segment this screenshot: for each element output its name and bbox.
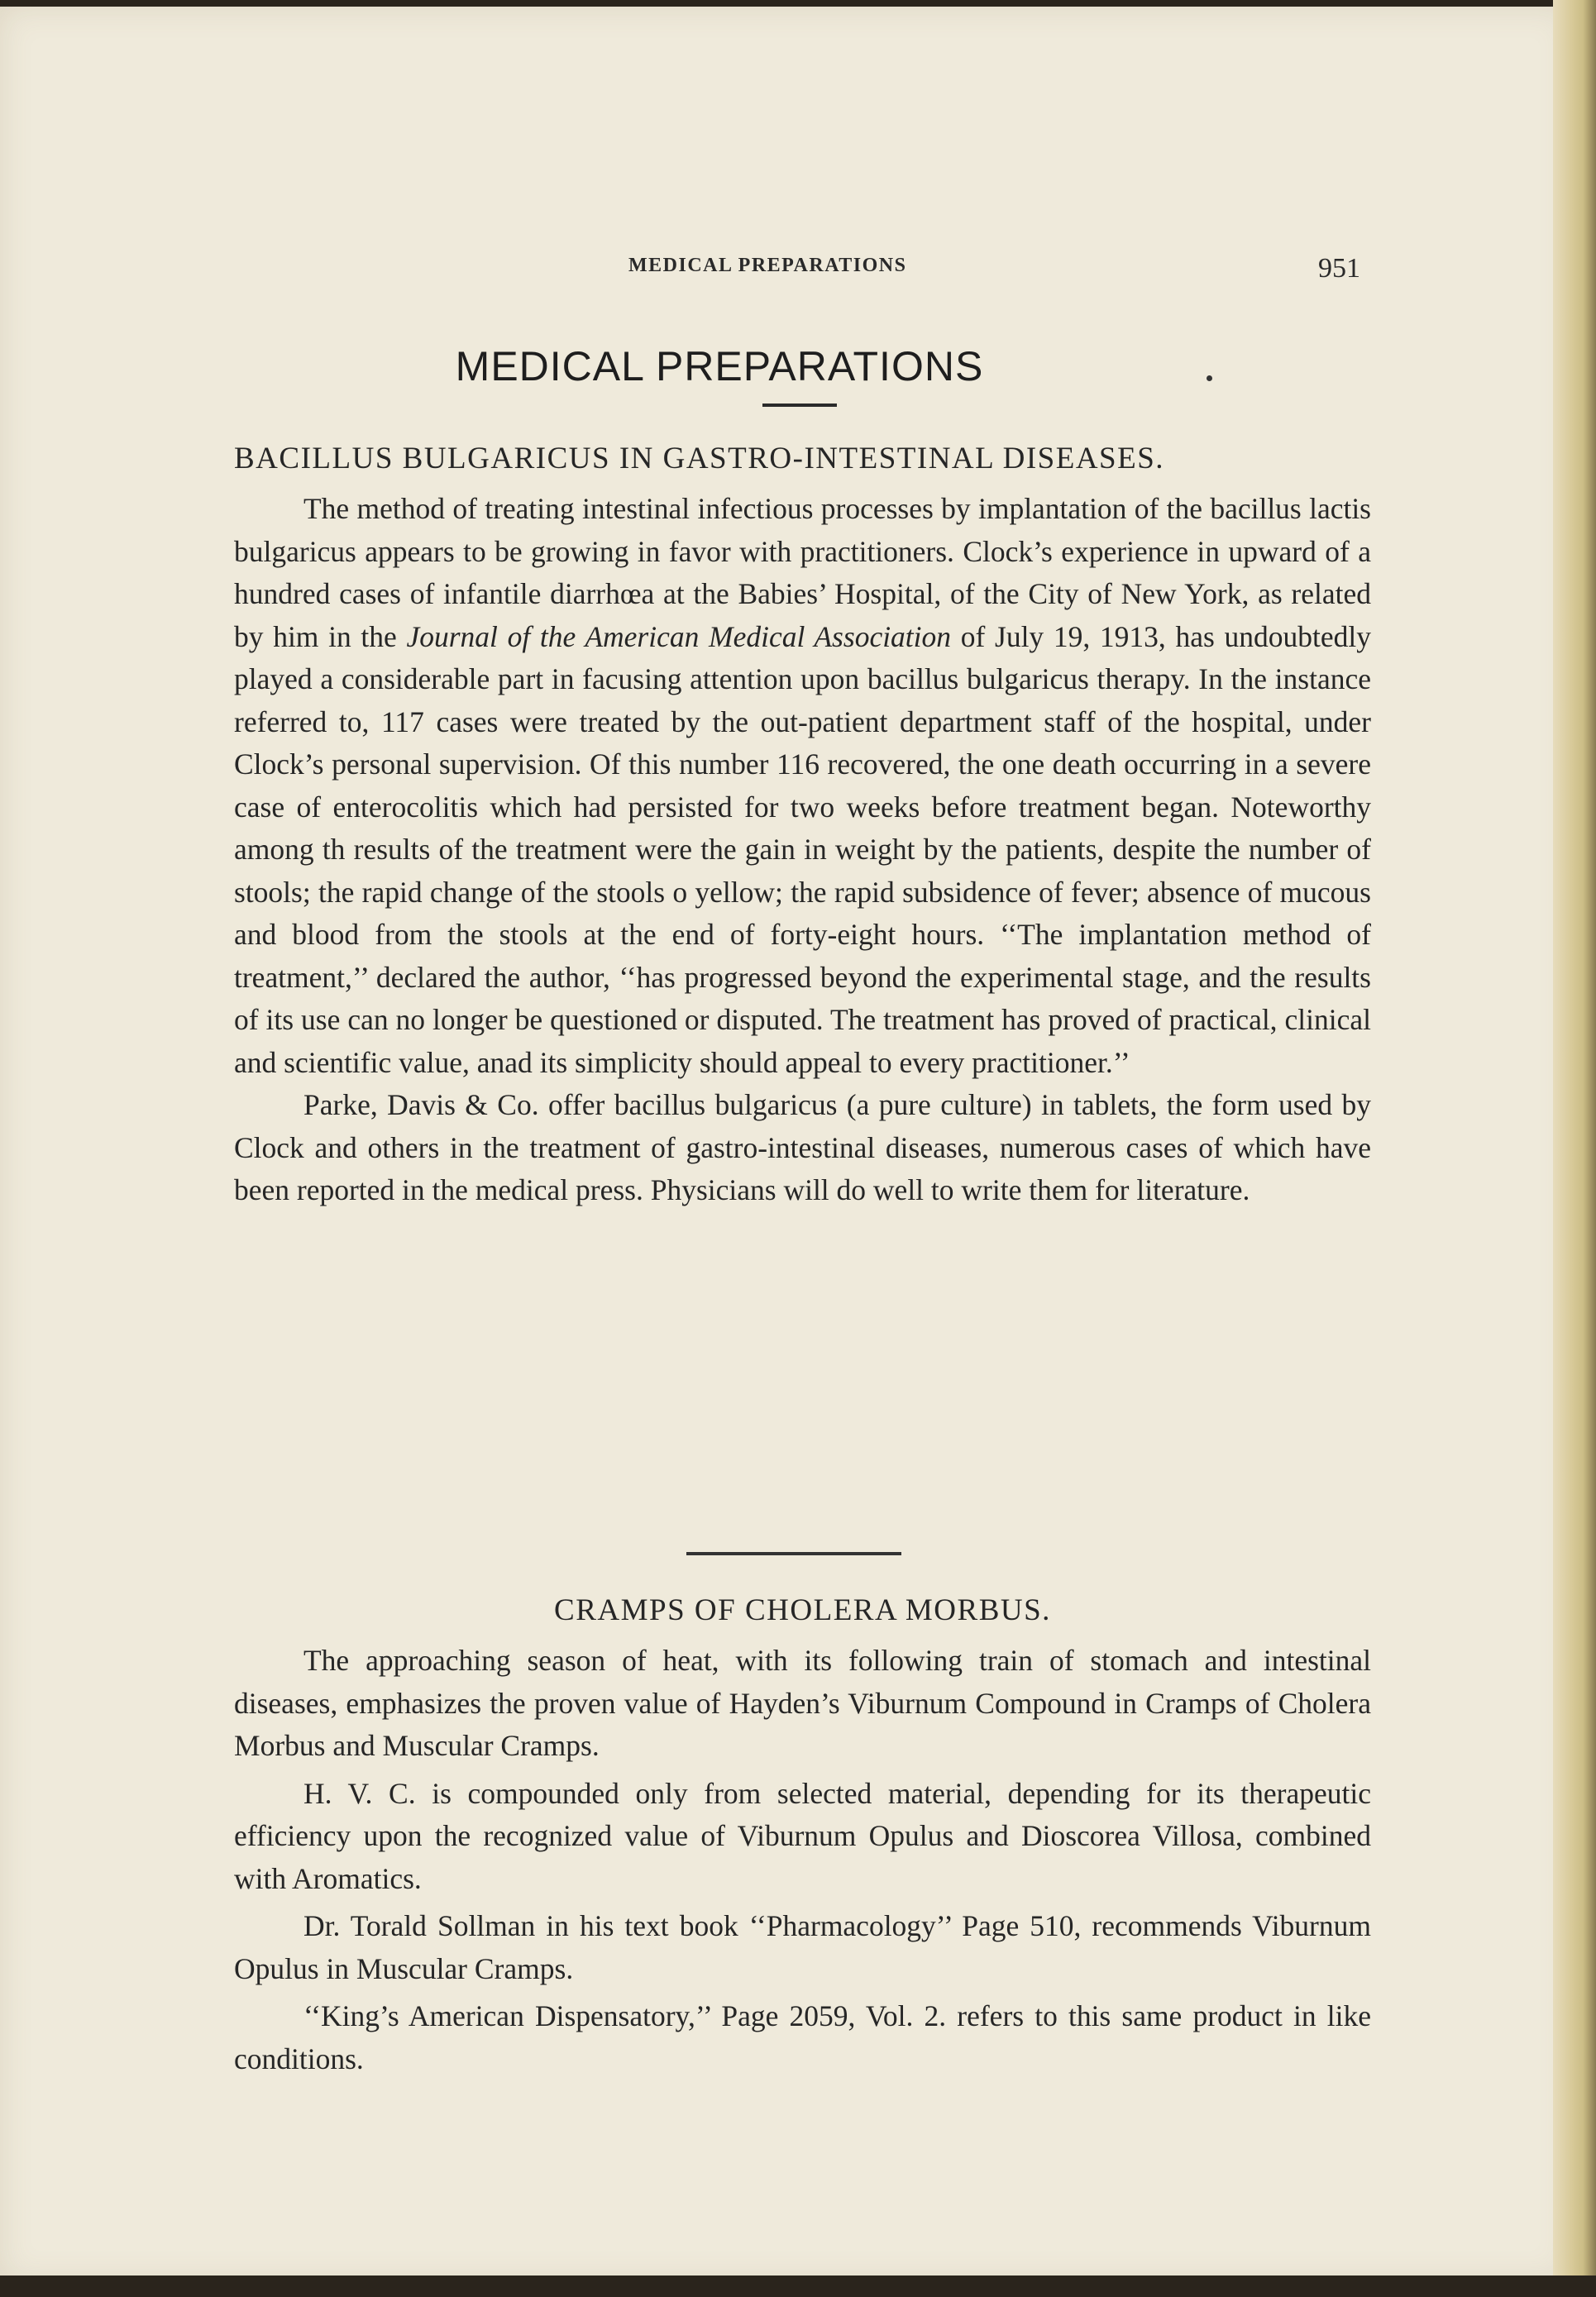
running-head: MEDICAL PREPARATIONS: [628, 255, 907, 276]
book-fore-edge: [1553, 0, 1596, 2297]
article-paragraph: H. V. C. is compounded only from selected material, depending for its therapeutic efficiency upon the recognized value of Viburnum Opulus and Dioscorea Villosa, combined with Aromatics.: [234, 1776, 1371, 1895]
article-paragraph: Parke, Davis & Co. offer bacillus bulgaricus (a pure culture) in tablets, the form used by Clock and others in the treatment of gastro-intestinal diseases, numerous cases of which have been reported in the medical press. Physicians will do well to write them for literature.: [234, 1088, 1371, 1206]
page-title: MEDICAL PREPARATIONS: [455, 342, 984, 389]
scan-border: [0, 2276, 1596, 2297]
ink-speck: [1207, 375, 1212, 381]
article-bacillus-bulgaricus: [234, 441, 1371, 1212]
article-paragraph: ‘‘King’s American Dispensatory,’’ Page 2059, Vol. 2. refers to this same product in like conditions.: [234, 1999, 1371, 2075]
article-heading: CRAMPS OF CHOLERA MORBUS.: [554, 1593, 1051, 1627]
book-page: [0, 7, 1571, 2282]
article-paragraph: [234, 488, 1371, 1084]
page-number: 951: [1318, 253, 1360, 284]
section-divider: [686, 1552, 901, 1555]
article-cramps-cholera-morbus: [234, 1593, 1371, 2085]
paragraph-text: of July 19, 1913, has undoubtedly played a considerable part in facusing attention upon bacillus bulgaricus therapy. In the instance referred to, 117 cases were treated by the out-patient department staff of the hospital, under Clock’s personal supervision. Of this number 116 recovered, the one death occurring in a severe case of enterocolitis which had persisted for two weeks before treatment began. Noteworthy among th results of the treatment were the gain in weight by the patients, despite the number of stools; the rapid change of the stools o yellow; the rapid subsidence of fever; absence of mucous and blood from the stools at the end of forty-eight hours. ‘‘The implantation method of treatment,’’ declared the author, ‘‘has progressed beyond the experimental stage, and the results of its use can no longer be questioned or disputed. The treatment has proved of practical, clinical and scientific value, anad its simplicity should appeal to every practitioner.’’: [234, 619, 1371, 1079]
paragraph-text: The method of treating intestinal infectious processes by implantation of the bacillus lactis bulgaricus appears to be growing in favor with practitioners. Clock’s experience in upward of a hundred cases of infantile diarrhœa at the Babies’ Hospital, of the City of New York, as related by him in the: [234, 492, 1371, 653]
journal-title: Journal of the American Medical Association: [406, 619, 952, 653]
article-heading: BACILLUS BULGARICUS IN GASTRO-INTESTINAL DISEASES.: [234, 442, 1165, 475]
article-paragraph: The approaching season of heat, with its following train of stomach and intestinal diseases, emphasizes the proven value of Hayden’s Viburnum Compound in Cramps of Cholera Morbus and Muscular Cramps.: [234, 1644, 1371, 1762]
article-paragraph: Dr. Torald Sollman in his text book ‘‘Pharmacology’’ Page 510, recommends Viburnum Opulus in Muscular Cramps.: [234, 1909, 1371, 1985]
title-rule: [762, 404, 837, 407]
